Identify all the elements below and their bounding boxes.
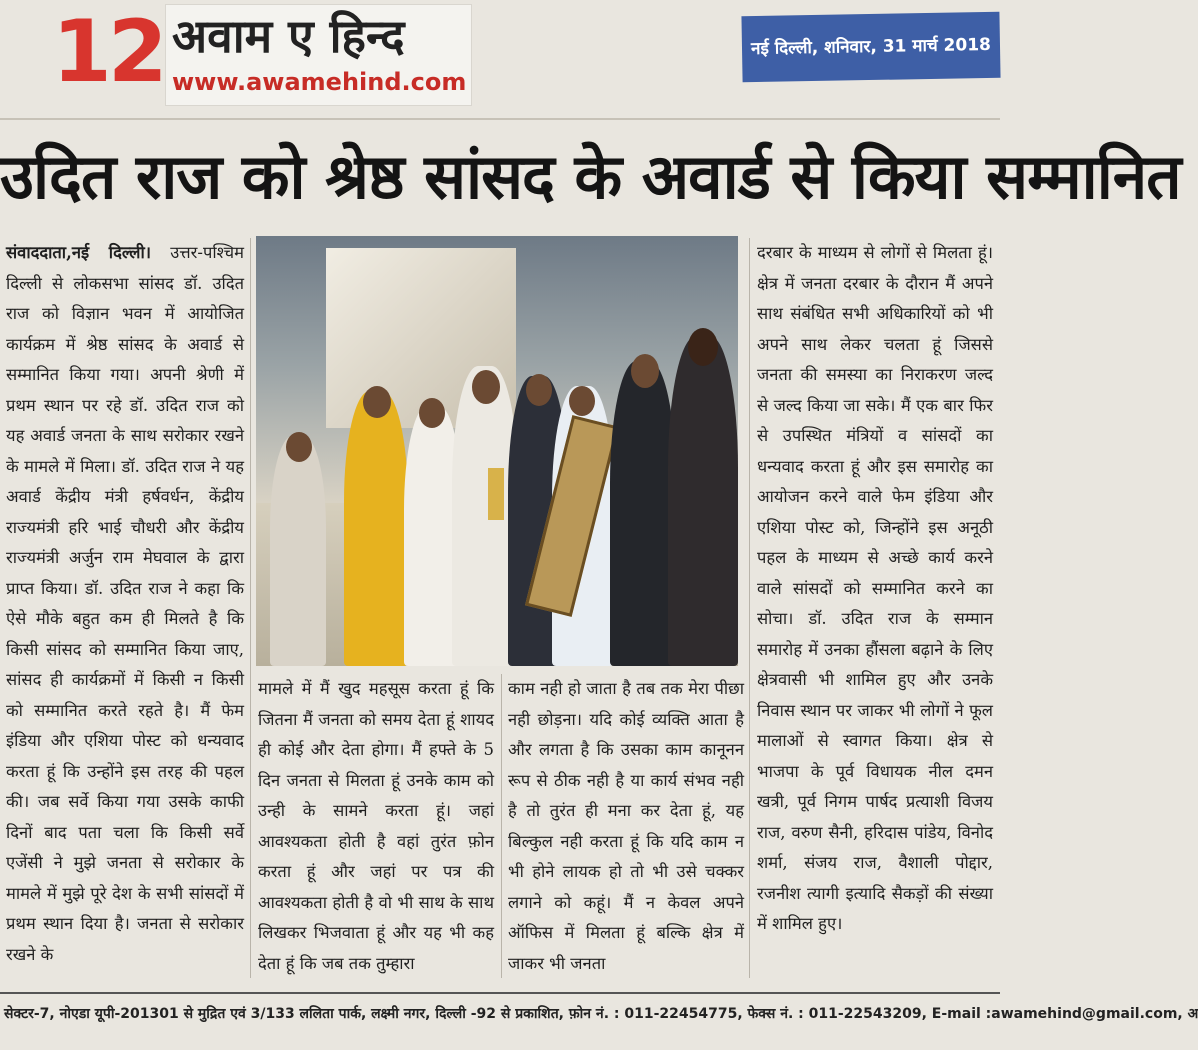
person-head (688, 328, 718, 366)
dateline: नई दिल्ली, शनिवार, 31 मार्च 2018 (741, 12, 1000, 82)
article-column-3 (508, 674, 744, 979)
person-figure (610, 361, 676, 666)
person-head (569, 386, 595, 416)
newspaper-name: अवाम ए हिन्द (172, 9, 405, 63)
column-divider (749, 238, 750, 978)
person-figure (668, 336, 738, 666)
article-column-4 (757, 238, 993, 940)
masthead-divider (0, 118, 1000, 120)
person-figure (344, 391, 408, 666)
column-2-text: मामले में मैं खुद महसूस करता हूं कि जितना मैं जनता को समय देता हूं शायद ही कोई और देता होगा। मैं हफ्ते के 5 दिन जनता से मिलता हूं उनके काम को उन्ही के सामने करता हूं। जहां आवश्यकता होती है वहां तुरंत फ़ोन करता हूं और जहां पर पत्र की आवश्यकता होती है वो भी साथ के साथ लिखकर भिजवाता हूं और यह भी कह देता हूं कि जब तक तुम्हारा (258, 679, 494, 973)
article-column-2 (258, 674, 494, 979)
person-figure (270, 436, 326, 666)
trophy (488, 468, 504, 520)
person-head (526, 374, 552, 406)
column-3-text: काम नही हो जाता है तब तक मेरा पीछा नही छोड़ना। यदि कोई व्यक्ति आता है और लगता है कि उसका काम कानूनन रूप से ठीक नही है या कार्य संभव नही है तो तुरंत ही मना कर देता हूं, यह बिल्कुल नही करता हूं कि यदि काम न भी होने लायक हो तो भी उसे चक्कर लगाने को कहूं। मैं न केवल अपने ऑफिस में मिलता हूं बल्कि क्षेत्र में जाकर भी जनता (508, 679, 744, 973)
column-divider (501, 674, 502, 978)
column-divider (250, 238, 251, 978)
award-photo (256, 236, 738, 666)
masthead (0, 0, 1000, 120)
newspaper-url: www.awamehind.com (172, 68, 467, 96)
headline: उदित राज को श्रेष्ठ सांसद के अवार्ड से किया सम्मानित (0, 140, 1181, 213)
article-column-1 (6, 238, 244, 970)
person-head (472, 370, 500, 404)
person-head (363, 386, 391, 418)
person-head (286, 432, 312, 462)
page-number: 12 (52, 2, 164, 102)
column-1-text: उत्तर-पश्चिम दिल्ली से लोकसभा सांसद डॉ. उदित राज को विज्ञान भवन में आयोजित कार्यक्रम में श्रेष्ठ सांसद के अवार्ड से सम्मानित किया गया। अपनी श्रेणी में प्रथम स्थान पर रहे डॉ. उदित राज को यह अवार्ड जनता के साथ सरोकार रखने के मामले में मिला। डॉ. उदित राज ने यह अवार्ड केंद्रीय मंत्री हर्षवर्धन, केंद्रीय राज्यमंत्री हरि भाई चौधरी और केंद्रीय राज्यमंत्री अर्जुन राम मेघवाल के द्वारा प्राप्त किया। डॉ. उदित राज ने कहा कि ऐसे मौके बहुत कम ही मिलते है कि किसी सांसद को सम्मानित किया जाए, सांसद ही कार्यक्रमों में किसी न किसी को सम्मानित करते रहते है। मैं फेम इंडिया और एशिया पोस्ट को धन्यवाद करता हूं कि उन्होंने इस तरह की पहल की। जब सर्वे किया गया उसके काफी दिनों बाद पता चला कि किसी सर्वे एजेंसी ने मुझे जनता से सरोकार के मामले में मुझे पूरे देश के सभी सांसदों में प्रथम स्थान दिया है। जनता से सरोकार रखने के (6, 243, 245, 964)
print-imprint: सेक्टर-7, नोएडा यूपी-201301 से मुद्रित एवं 3/133 ललिता पार्क, लक्ष्मी नगर, दिल्ली -92 से प्रकाशित, फ़ोन नं. : 011-22454775, फेक्स नं. : 011-22543209, E-mail :awamehind@gmail.com, अ (0, 992, 1000, 1050)
person-head (419, 398, 445, 428)
column-4-text: दरबार के माध्यम से लोगों से मिलता हूं। क्षेत्र में जनता दरबार के दौरान मैं अपने साथ संबंधित सभी अधिकारियों को भी अपने साथ लेकर चलता हूं जिससे जनता की समस्या का निराकरण जल्द से जल्द किया जा सके। मैं एक बार फिर से उपस्थित मंत्रियों व सांसदों का धन्यवाद करता हूं और इस समारोह का आयोजन करने वाले फेम इंडिया और एशिया पोस्ट को, जिन्होंने इस अनूठी पहल के माध्यम से अच्छे कार्य करने वाले सांसदों को सम्मानित करने का सोचा। डॉ. उदित राज के सम्मान समारोह में उनका हौंसला बढ़ाने के लिए क्षेत्रवासी भी शामिल हुए और उनके निवास स्थान पर जाकर भी लोगों ने फूल मालाओं से स्वागत किया। क्षेत्र से भाजपा के पूर्व विधायक नील दमन खत्री, पूर्व निगम पार्षद प्रत्याशी विजय राज, वरुण सैनी, हरिदास पांडेय, विनोद शर्मा, संजय राज, वैशाली पोद्दार, रजनीश त्यागी इत्यादि सैकड़ों की संख्या में शामिल हुए। (757, 243, 993, 933)
byline: संवाददाता,नई दिल्ली। (6, 243, 151, 262)
person-head (631, 354, 659, 388)
